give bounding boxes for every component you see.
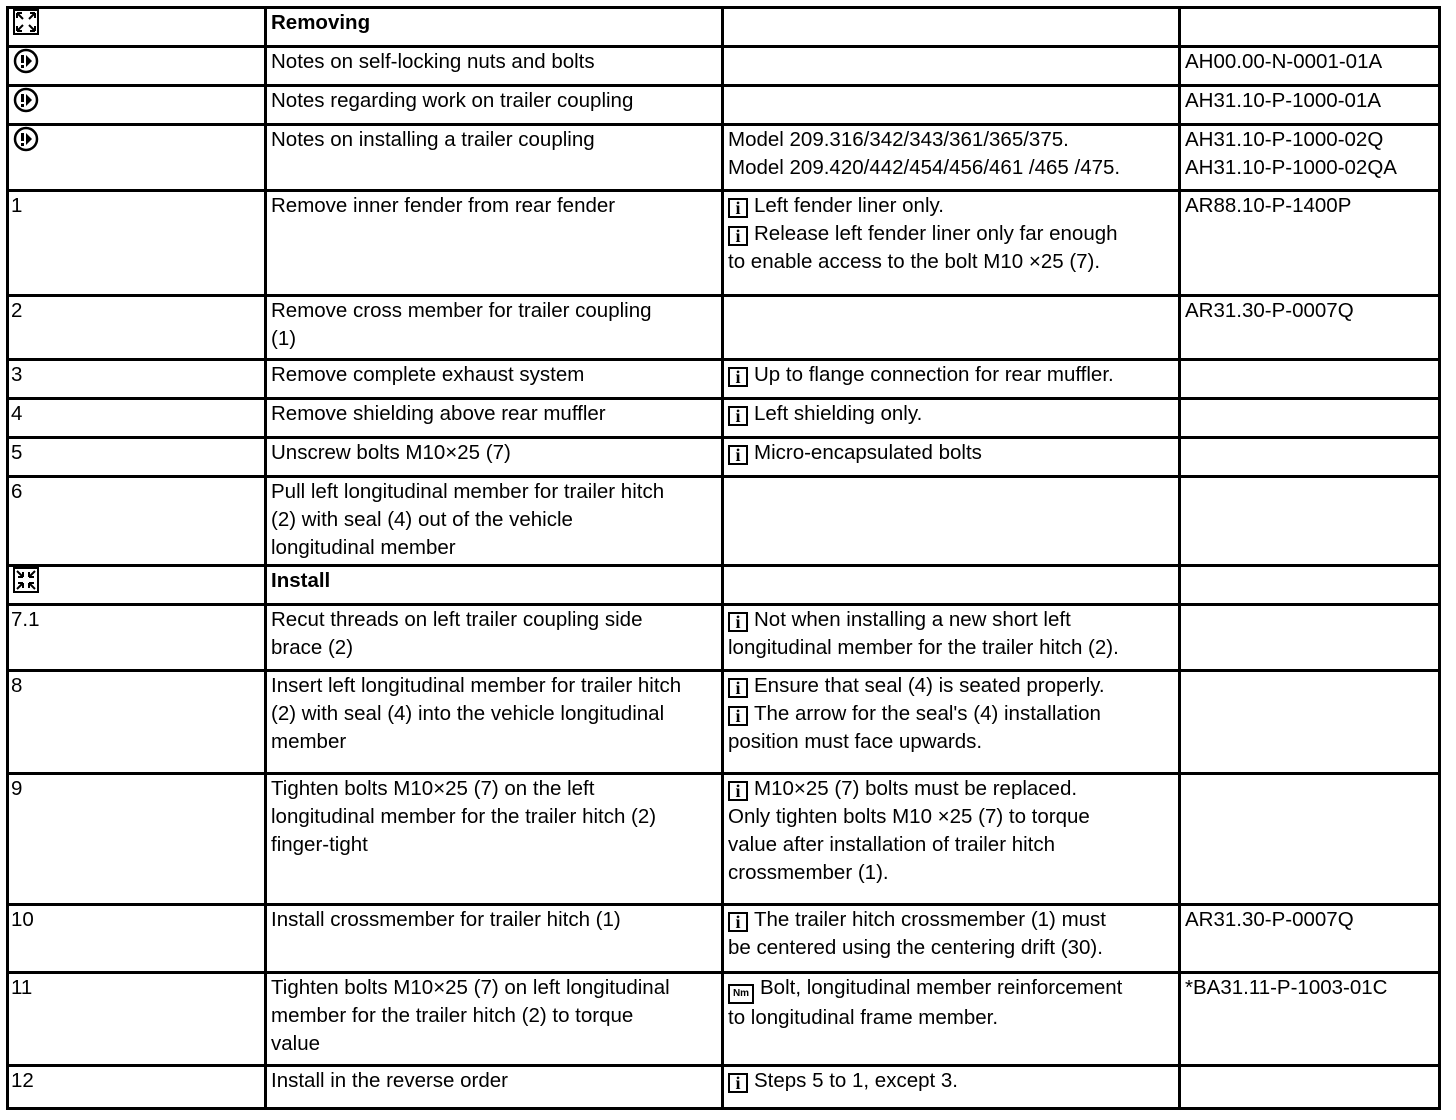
table-row bbox=[8, 905, 1440, 973]
info-text: value after installation of trailer hitch bbox=[728, 833, 1056, 856]
torque-icon: Nm bbox=[728, 984, 754, 1004]
table-row bbox=[8, 566, 1440, 605]
info-icon: i bbox=[728, 706, 748, 726]
table-row bbox=[8, 296, 1440, 360]
step-text: (2) with seal (4) out of the vehicle bbox=[271, 508, 573, 531]
info-text: Not when installing a new short left bbox=[754, 608, 1071, 631]
doc-ref: AH31.10-P-1000-01A bbox=[1180, 86, 1440, 125]
step-text: Install crossmember for trailer hitch (1) bbox=[266, 905, 723, 973]
step-number: 11 bbox=[8, 973, 266, 1066]
cell bbox=[1180, 774, 1440, 905]
cell bbox=[8, 125, 266, 191]
step-number: 6 bbox=[8, 477, 266, 566]
doc-ref: AR31.30-P-0007Q bbox=[1180, 905, 1440, 973]
info-icon: i bbox=[728, 226, 748, 246]
step-text: (1) bbox=[271, 327, 297, 350]
step-number: 7.1 bbox=[8, 605, 266, 671]
info-cell bbox=[723, 1066, 1180, 1109]
table-row bbox=[8, 477, 1440, 566]
step-text-cell bbox=[266, 973, 723, 1066]
info-cell bbox=[723, 191, 1180, 296]
cell bbox=[723, 296, 1180, 360]
cell bbox=[1180, 671, 1440, 774]
torque-text: to longitudinal frame member. bbox=[728, 1006, 999, 1029]
cell bbox=[723, 566, 1180, 605]
step-text: Remove cross member for trailer coupling bbox=[271, 299, 652, 322]
table-row bbox=[8, 191, 1440, 296]
procedure-table bbox=[6, 6, 1441, 1110]
cell bbox=[1180, 8, 1440, 47]
cell bbox=[1180, 477, 1440, 566]
info-text: Steps 5 to 1, except 3. bbox=[754, 1069, 958, 1092]
info-cell bbox=[723, 360, 1180, 399]
info-text: The trailer hitch crossmember (1) must bbox=[754, 908, 1107, 931]
step-number: 5 bbox=[8, 438, 266, 477]
cell bbox=[8, 86, 266, 125]
step-text: (2) with seal (4) into the vehicle longitudinal bbox=[271, 702, 665, 725]
expand-icon bbox=[13, 9, 39, 35]
info-icon: i bbox=[728, 912, 748, 932]
cell bbox=[1180, 399, 1440, 438]
step-number: 8 bbox=[8, 671, 266, 774]
step-text: member bbox=[271, 730, 347, 753]
step-number: 4 bbox=[8, 399, 266, 438]
table-row bbox=[8, 774, 1440, 905]
model-list bbox=[723, 125, 1180, 191]
step-text: Install in the reverse order bbox=[266, 1066, 723, 1109]
torque-cell bbox=[723, 973, 1180, 1066]
step-number: 3 bbox=[8, 360, 266, 399]
step-number: 2 bbox=[8, 296, 266, 360]
info-text: Micro-encapsulated bolts bbox=[754, 441, 982, 464]
step-number: 9 bbox=[8, 774, 266, 905]
step-text: Recut threads on left trailer coupling side bbox=[271, 608, 643, 631]
table-row bbox=[8, 605, 1440, 671]
cell bbox=[1180, 605, 1440, 671]
info-icon: i bbox=[728, 781, 748, 801]
table-row bbox=[8, 973, 1440, 1066]
step-text: Remove inner fender from rear fender bbox=[266, 191, 723, 296]
info-icon: i bbox=[728, 367, 748, 387]
cell bbox=[8, 47, 266, 86]
table-row bbox=[8, 399, 1440, 438]
info-text: be centered using the centering drift (30). bbox=[728, 936, 1103, 959]
note-arrow-icon bbox=[13, 87, 39, 113]
step-text: finger-tight bbox=[271, 833, 368, 856]
cell bbox=[1180, 438, 1440, 477]
step-text: value bbox=[271, 1032, 321, 1055]
model-line: Model 209.316/342/343/361/365/375. bbox=[728, 128, 1069, 151]
info-text: Left fender liner only. bbox=[754, 194, 944, 217]
table-row bbox=[8, 8, 1440, 47]
doc-ref: AH31.10-P-1000-02Q bbox=[1185, 128, 1384, 151]
doc-ref-list bbox=[1180, 125, 1440, 191]
step-text: Tighten bolts M10×25 (7) on left longitudinal bbox=[271, 976, 670, 999]
step-text: Insert left longitudinal member for trailer hitch bbox=[271, 674, 682, 697]
info-text: position must face upwards. bbox=[728, 730, 983, 753]
note-text: Notes regarding work on trailer coupling bbox=[266, 86, 723, 125]
cell bbox=[723, 8, 1180, 47]
info-cell bbox=[723, 438, 1180, 477]
step-text: longitudinal member bbox=[271, 536, 456, 559]
info-text: Release left fender liner only far enough bbox=[754, 222, 1118, 245]
table-row bbox=[8, 671, 1440, 774]
info-text: longitudinal member for the trailer hitch (2). bbox=[728, 636, 1119, 659]
table-row bbox=[8, 360, 1440, 399]
cell bbox=[1180, 360, 1440, 399]
step-text-cell bbox=[266, 671, 723, 774]
info-cell bbox=[723, 905, 1180, 973]
step-text: Unscrew bolts M10×25 (7) bbox=[266, 438, 723, 477]
info-icon: i bbox=[728, 198, 748, 218]
torque-text: Bolt, longitudinal member reinforcement bbox=[760, 976, 1123, 999]
step-number: 10 bbox=[8, 905, 266, 973]
step-number: 12 bbox=[8, 1066, 266, 1109]
info-text: crossmember (1). bbox=[728, 861, 889, 884]
info-text: The arrow for the seal's (4) installation bbox=[754, 702, 1101, 725]
step-text: member for the trailer hitch (2) to torque bbox=[271, 1004, 634, 1027]
info-text: Only tighten bolts M10 ×25 (7) to torque bbox=[728, 805, 1090, 828]
step-text-cell bbox=[266, 477, 723, 566]
info-icon: i bbox=[728, 406, 748, 426]
doc-ref: AH31.10-P-1000-02QA bbox=[1185, 156, 1397, 179]
table-row bbox=[8, 47, 1440, 86]
note-arrow-icon bbox=[13, 126, 39, 152]
note-text: Notes on self-locking nuts and bolts bbox=[266, 47, 723, 86]
table-row bbox=[8, 1066, 1440, 1109]
step-text: brace (2) bbox=[271, 636, 354, 659]
doc-ref: AR88.10-P-1400P bbox=[1180, 191, 1440, 296]
step-text: Remove complete exhaust system bbox=[266, 360, 723, 399]
cell bbox=[8, 8, 266, 47]
collapse-icon bbox=[13, 567, 39, 593]
cell bbox=[723, 86, 1180, 125]
step-text: Tighten bolts M10×25 (7) on the left bbox=[271, 777, 595, 800]
info-icon: i bbox=[728, 612, 748, 632]
cell bbox=[8, 566, 266, 605]
info-text: Up to flange connection for rear muffler. bbox=[754, 363, 1114, 386]
table-row bbox=[8, 438, 1440, 477]
step-number: 1 bbox=[8, 191, 266, 296]
table-row bbox=[8, 125, 1440, 191]
cell bbox=[723, 47, 1180, 86]
cell bbox=[1180, 1066, 1440, 1109]
step-text-cell bbox=[266, 605, 723, 671]
table-row bbox=[8, 86, 1440, 125]
note-arrow-icon bbox=[13, 48, 39, 74]
doc-ref: AH00.00-N-0001-01A bbox=[1180, 47, 1440, 86]
cell bbox=[1180, 566, 1440, 605]
step-text: Remove shielding above rear muffler bbox=[266, 399, 723, 438]
section-title-removing: Removing bbox=[266, 8, 723, 47]
doc-ref: *BA31.11-P-1003-01C bbox=[1180, 973, 1440, 1066]
step-text-cell bbox=[266, 296, 723, 360]
step-text: longitudinal member for the trailer hitch (2) bbox=[271, 805, 657, 828]
model-line: Model 209.420/442/454/456/461 /465 /475. bbox=[728, 156, 1121, 179]
step-text: Pull left longitudinal member for trailer hitch bbox=[271, 480, 665, 503]
section-title-install: Install bbox=[266, 566, 723, 605]
info-cell bbox=[723, 774, 1180, 905]
info-icon: i bbox=[728, 1073, 748, 1093]
note-text: Notes on installing a trailer coupling bbox=[266, 125, 723, 191]
step-text-cell bbox=[266, 774, 723, 905]
info-text: Ensure that seal (4) is seated properly. bbox=[754, 674, 1105, 697]
info-cell bbox=[723, 671, 1180, 774]
doc-ref: AR31.30-P-0007Q bbox=[1180, 296, 1440, 360]
info-text: to enable access to the bolt M10 ×25 (7). bbox=[728, 250, 1101, 273]
info-icon: i bbox=[728, 678, 748, 698]
info-text: Left shielding only. bbox=[754, 402, 923, 425]
info-icon: i bbox=[728, 445, 748, 465]
cell bbox=[723, 477, 1180, 566]
info-cell bbox=[723, 605, 1180, 671]
info-text: M10×25 (7) bolts must be replaced. bbox=[754, 777, 1078, 800]
info-cell bbox=[723, 399, 1180, 438]
